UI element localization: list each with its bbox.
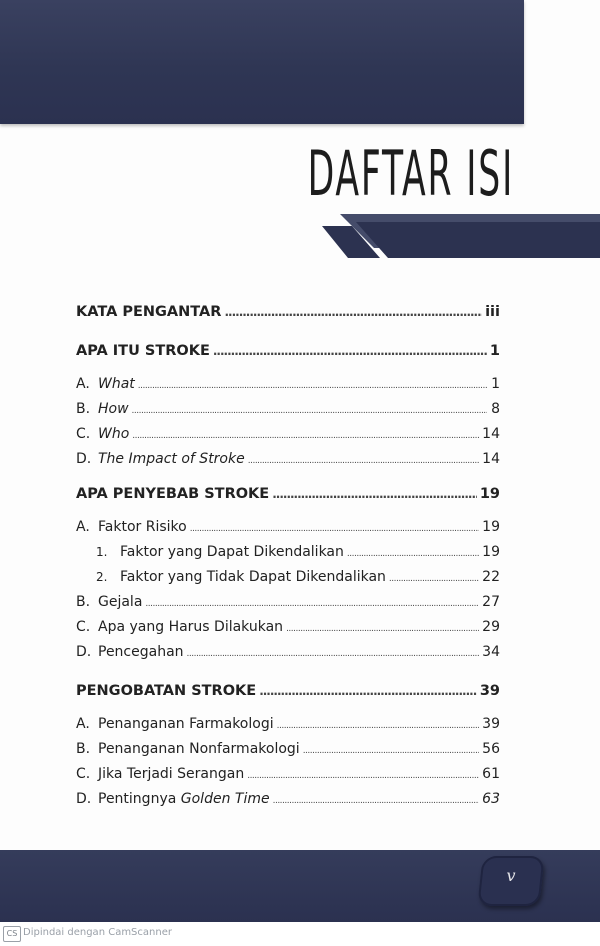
toc-label: How <box>98 401 129 417</box>
toc-number: C. <box>76 766 91 782</box>
page-number: v <box>506 866 516 885</box>
toc-page: 63 <box>482 791 500 807</box>
toc-page: 19 <box>479 486 500 502</box>
toc-number: 1. <box>96 545 108 559</box>
table-of-contents <box>76 300 500 812</box>
toc-label: PENGOBATAN STROKE <box>76 683 257 699</box>
toc-leader <box>132 427 479 445</box>
toc-subentry[interactable] <box>76 565 500 590</box>
toc-number: B. <box>76 594 91 610</box>
toc-number: A. <box>76 376 90 392</box>
toc-label: Penanganan Farmakologi <box>98 716 274 732</box>
toc-page: 22 <box>482 569 500 585</box>
title-underline-banner <box>322 212 600 260</box>
toc-leader <box>187 645 480 663</box>
toc-leader <box>259 682 477 700</box>
toc-label: Pentingnya <box>98 791 177 807</box>
toc-page: 34 <box>482 644 500 660</box>
toc-entry[interactable] <box>76 447 500 472</box>
toc-page: 1 <box>491 376 500 392</box>
toc-page: 8 <box>491 401 500 417</box>
toc-page: 1 <box>489 343 500 359</box>
toc-entry[interactable] <box>76 712 500 737</box>
toc-leader <box>303 742 479 760</box>
toc-chapter[interactable] <box>76 679 500 704</box>
toc-number: D. <box>76 451 92 467</box>
toc-leader <box>145 595 479 613</box>
toc-chapter[interactable] <box>76 482 500 507</box>
toc-leader <box>273 792 480 810</box>
toc-label: Penanganan Nonfarmakologi <box>98 741 300 757</box>
toc-page: 14 <box>482 451 500 467</box>
toc-label: Apa yang Harus Dilakukan <box>98 619 284 635</box>
toc-label: What <box>98 376 135 392</box>
toc-leader <box>247 767 479 785</box>
toc-leader <box>248 452 479 470</box>
toc-page: 19 <box>482 519 500 535</box>
toc-page: 29 <box>482 619 500 635</box>
toc-entry[interactable] <box>76 515 500 540</box>
toc-number: B. <box>76 741 91 757</box>
toc-page: 27 <box>482 594 500 610</box>
toc-leader <box>277 717 480 735</box>
toc-leader <box>389 570 479 588</box>
toc-chapter[interactable] <box>76 300 500 325</box>
toc-page: 39 <box>479 683 500 699</box>
toc-leader <box>138 377 487 395</box>
page-title: DAFTAR ISI <box>307 137 514 210</box>
toc-label: Who <box>98 426 130 442</box>
toc-label-italic: Golden Time <box>180 791 270 807</box>
toc-label: APA PENYEBAB STROKE <box>76 486 270 502</box>
toc-entry[interactable] <box>76 422 500 447</box>
toc-entry[interactable] <box>76 615 500 640</box>
toc-page: 56 <box>482 741 500 757</box>
toc-number: C. <box>76 426 91 442</box>
toc-page: 14 <box>482 426 500 442</box>
toc-label: APA ITU STROKE <box>76 343 210 359</box>
toc-label: Faktor Risiko <box>98 519 187 535</box>
toc-number: A. <box>76 716 90 732</box>
toc-label: Faktor yang Tidak Dapat Dikendalikan <box>120 569 386 585</box>
toc-leader <box>347 545 479 563</box>
toc-subentry[interactable] <box>76 540 500 565</box>
toc-page: 61 <box>482 766 500 782</box>
toc-number: 2. <box>96 570 108 584</box>
toc-entry[interactable] <box>76 397 500 422</box>
toc-label: Pencegahan <box>98 644 184 660</box>
toc-entry[interactable] <box>76 762 500 787</box>
toc-chapter[interactable] <box>76 339 500 364</box>
toc-number: A. <box>76 519 90 535</box>
toc-entry[interactable] <box>76 590 500 615</box>
toc-number: C. <box>76 619 91 635</box>
toc-leader <box>272 485 477 503</box>
camscanner-logo-icon: CS <box>3 926 21 942</box>
toc-number: D. <box>76 791 92 807</box>
scanner-watermark-text: Dipindai dengan CamScanner <box>23 927 172 938</box>
toc-entry[interactable] <box>76 640 500 665</box>
toc-entry[interactable] <box>76 737 500 762</box>
toc-page: 39 <box>482 716 500 732</box>
toc-page: 19 <box>482 544 500 560</box>
toc-leader <box>286 620 479 638</box>
toc-leader <box>224 303 482 321</box>
toc-leader <box>213 342 487 360</box>
toc-number: B. <box>76 401 91 417</box>
header-band <box>0 0 524 124</box>
toc-label: Gejala <box>98 594 143 610</box>
toc-page: iii <box>485 304 500 320</box>
toc-label: Jika Terjadi Serangan <box>98 766 245 782</box>
toc-number: D. <box>76 644 92 660</box>
toc-label: KATA PENGANTAR <box>76 304 222 320</box>
toc-leader <box>190 520 479 538</box>
toc-entry[interactable] <box>76 787 500 812</box>
toc-leader <box>132 402 487 420</box>
toc-entry[interactable] <box>76 372 500 397</box>
toc-label: Faktor yang Dapat Dikendalikan <box>120 544 344 560</box>
toc-label: The Impact of Stroke <box>98 451 245 467</box>
